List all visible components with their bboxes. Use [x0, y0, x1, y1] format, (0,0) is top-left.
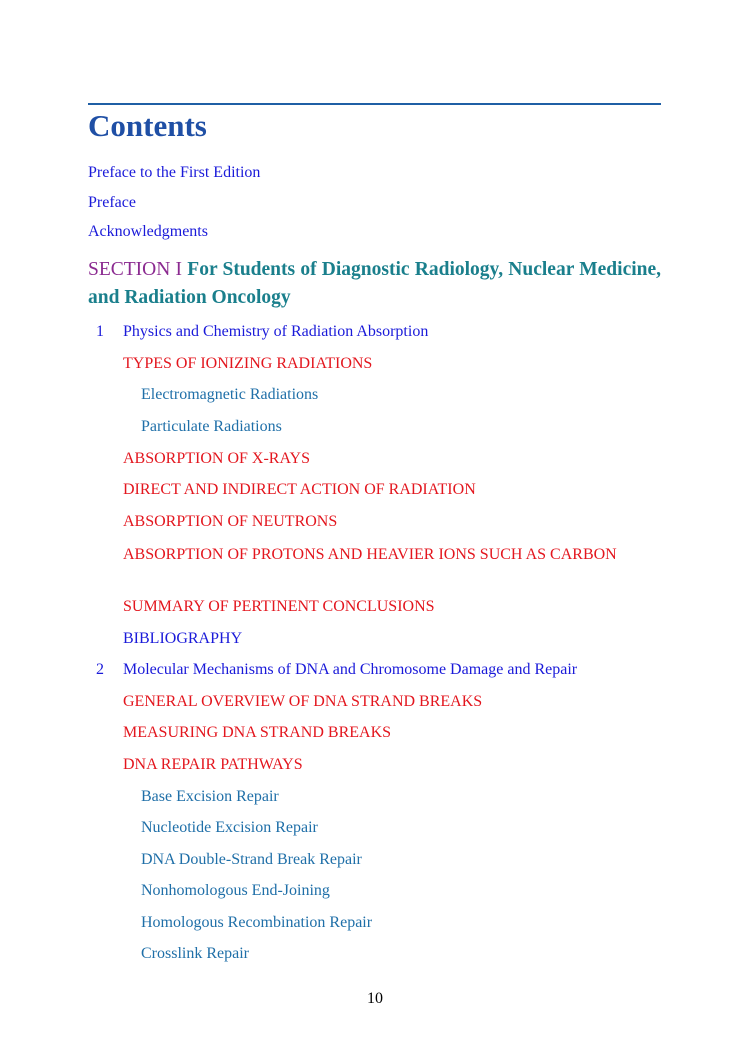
chapter-number: 1 [96, 323, 104, 340]
section-label: SECTION I [88, 259, 183, 280]
page-number: 10 [367, 990, 383, 1007]
page-title: Contents [88, 108, 207, 143]
toc-subheading-base-excision-repair[interactable]: Base Excision Repair [141, 788, 279, 805]
toc-heading-types-of-ionizing-radiations[interactable]: TYPES OF IONIZING RADIATIONS [123, 355, 373, 372]
toc-subheading-nonhomologous-end-joining[interactable]: Nonhomologous End-Joining [141, 882, 330, 899]
chapter-title: Physics and Chemistry of Radiation Absorption [123, 323, 429, 340]
toc-chapter-1[interactable] [96, 322, 428, 342]
chapter-title: Molecular Mechanisms of DNA and Chromosome Damage and Repair [123, 661, 578, 678]
toc-heading-dna-strand-breaks-overview[interactable]: GENERAL OVERVIEW OF DNA STRAND BREAKS [123, 693, 483, 710]
toc-link-acknowledgments[interactable]: Acknowledgments [88, 223, 208, 240]
toc-heading-measuring-dna-strand-breaks[interactable]: MEASURING DNA STRAND BREAKS [123, 724, 392, 741]
toc-heading-summary-of-conclusions[interactable]: SUMMARY OF PERTINENT CONCLUSIONS [123, 598, 435, 615]
toc-subheading-crosslink-repair[interactable]: Crosslink Repair [141, 945, 249, 962]
toc-subheading-homologous-recombination[interactable]: Homologous Recombination Repair [141, 914, 373, 931]
toc-heading-dna-repair-pathways[interactable]: DNA REPAIR PATHWAYS [123, 756, 303, 773]
toc-heading-direct-indirect-action[interactable]: DIRECT AND INDIRECT ACTION OF RADIATION [123, 481, 476, 498]
toc-heading-bibliography[interactable]: BIBLIOGRAPHY [123, 630, 243, 647]
chapter-number: 2 [96, 661, 104, 678]
toc-heading-absorption-of-neutrons[interactable]: ABSORPTION OF NEUTRONS [123, 513, 338, 530]
toc-heading-absorption-of-protons[interactable]: ABSORPTION OF PROTONS AND HEAVIER IONS SUCH AS CARBON [123, 546, 617, 563]
toc-subheading-electromagnetic-radiations[interactable]: Electromagnetic Radiations [141, 386, 319, 403]
toc-link-preface[interactable]: Preface [88, 194, 136, 211]
toc-heading-absorption-of-x-rays[interactable]: ABSORPTION OF X-RAYS [123, 450, 311, 467]
title-rule [88, 103, 661, 105]
toc-subheading-nucleotide-excision-repair[interactable]: Nucleotide Excision Repair [141, 819, 318, 836]
section-heading[interactable] [88, 256, 661, 312]
toc-link-preface-first-edition[interactable]: Preface to the First Edition [88, 164, 261, 181]
section-title: For Students of Diagnostic Radiology, Nuclear Medicine, and Radiation Oncology [88, 259, 662, 308]
toc-subheading-particulate-radiations[interactable]: Particulate Radiations [141, 418, 282, 435]
toc-subheading-double-strand-break-repair[interactable]: DNA Double-Strand Break Repair [141, 851, 362, 868]
toc-chapter-2[interactable] [96, 660, 577, 680]
